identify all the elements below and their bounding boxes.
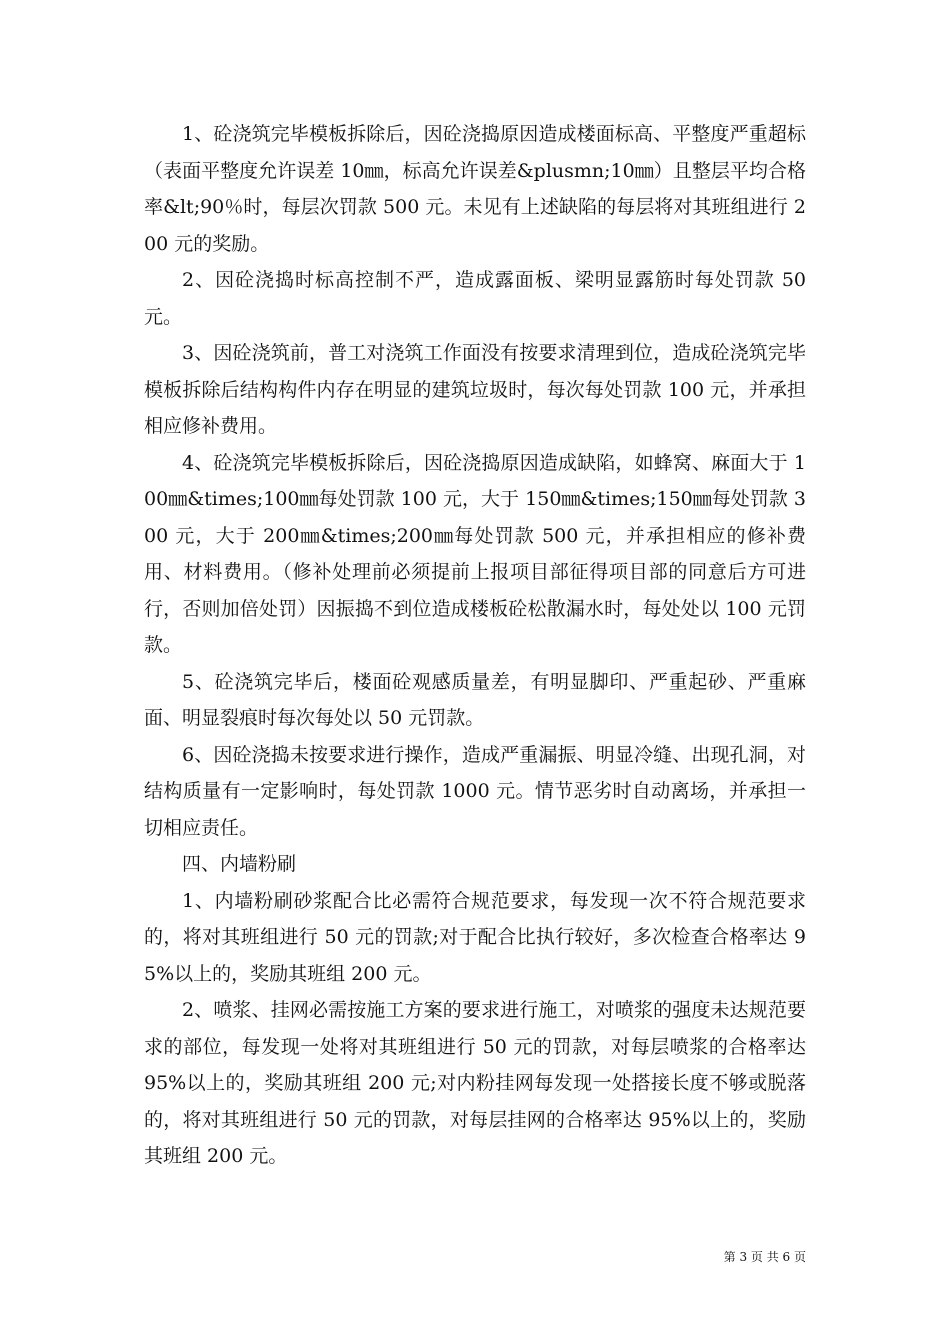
section-heading: 四、内墙粉刷: [182, 853, 297, 875]
paragraph-7: 1、内墙粉刷砂浆配合比必需符合规范要求，每发现一次不符合规范要求的，将对其班组进行 50 元的罚款;对于配合比执行较好，多次检查合格率达 95%以上的，奖励其班组 200 元。: [144, 889, 806, 985]
paragraph-3: 3、因砼浇筑前，普工对浇筑工作面没有按要求清理到位，造成砼浇筑完毕模板拆除后结构构件内存在明显的建筑垃圾时，每次每处罚款 100 元，并承担相应修补费用。: [144, 342, 806, 437]
paragraph-2: 2、因砼浇捣时标高控制不严，造成露面板、梁明显露筋时每处罚款 50 元。: [144, 269, 806, 328]
paragraph-5: 5、砼浇筑完毕后，楼面砼观感质量差，有明显脚印、严重起砂、严重麻面、明显裂痕时每次每处以 50 元罚款。: [144, 670, 806, 729]
paragraph-1: 1、砼浇筑完毕模板拆除后，因砼浇捣原因造成楼面标高、平整度严重超标（表面平整度允许误差 10㎜，标高允许误差&plusmn;10㎜）且整层平均合格率&lt;90％时，每层次罚款 500 元。未见有上述缺陷的每层将对其班组进行 200 元的奖励。: [144, 123, 806, 255]
document-body: [144, 116, 806, 1175]
page-number: 第 3 页 共 6 页: [723, 1250, 806, 1264]
paragraph-6: 6、因砼浇捣未按要求进行操作，造成严重漏振、明显冷缝、出现孔洞，对结构质量有一定影响时，每处罚款 1000 元。情节恶劣时自动离场，并承担一切相应责任。: [144, 743, 806, 839]
paragraph-8: 2、喷浆、挂网必需按施工方案的要求进行施工，对喷浆的强度未达规范要求的部位，每发现一处将对其班组进行 50 元的罚款，对每层喷浆的合格率达 95%以上的，奖励其班组 200 元;对内粉挂网每发现一处搭接长度不够或脱落的，将对其班组进行 50 元的罚款，对每层挂网的合格率达 95%以上的，奖励其班组 200 元。: [144, 999, 806, 1167]
paragraph-4: 4、砼浇筑完毕模板拆除后，因砼浇捣原因造成缺陷，如蜂窝、麻面大于 100㎜&times;100㎜每处罚款 100 元，大于 150㎜&times;150㎜每处罚款 300 元，大于 200㎜&times;200㎜每处罚款 500 元，并承担相应的修补费用、材料费用。（修补处理前必须提前上报项目部征得项目部的同意后方可进行，否则加倍处罚）因振捣不到位造成楼板砼松散漏水时，每处处以 100 元罚款。: [144, 451, 806, 656]
